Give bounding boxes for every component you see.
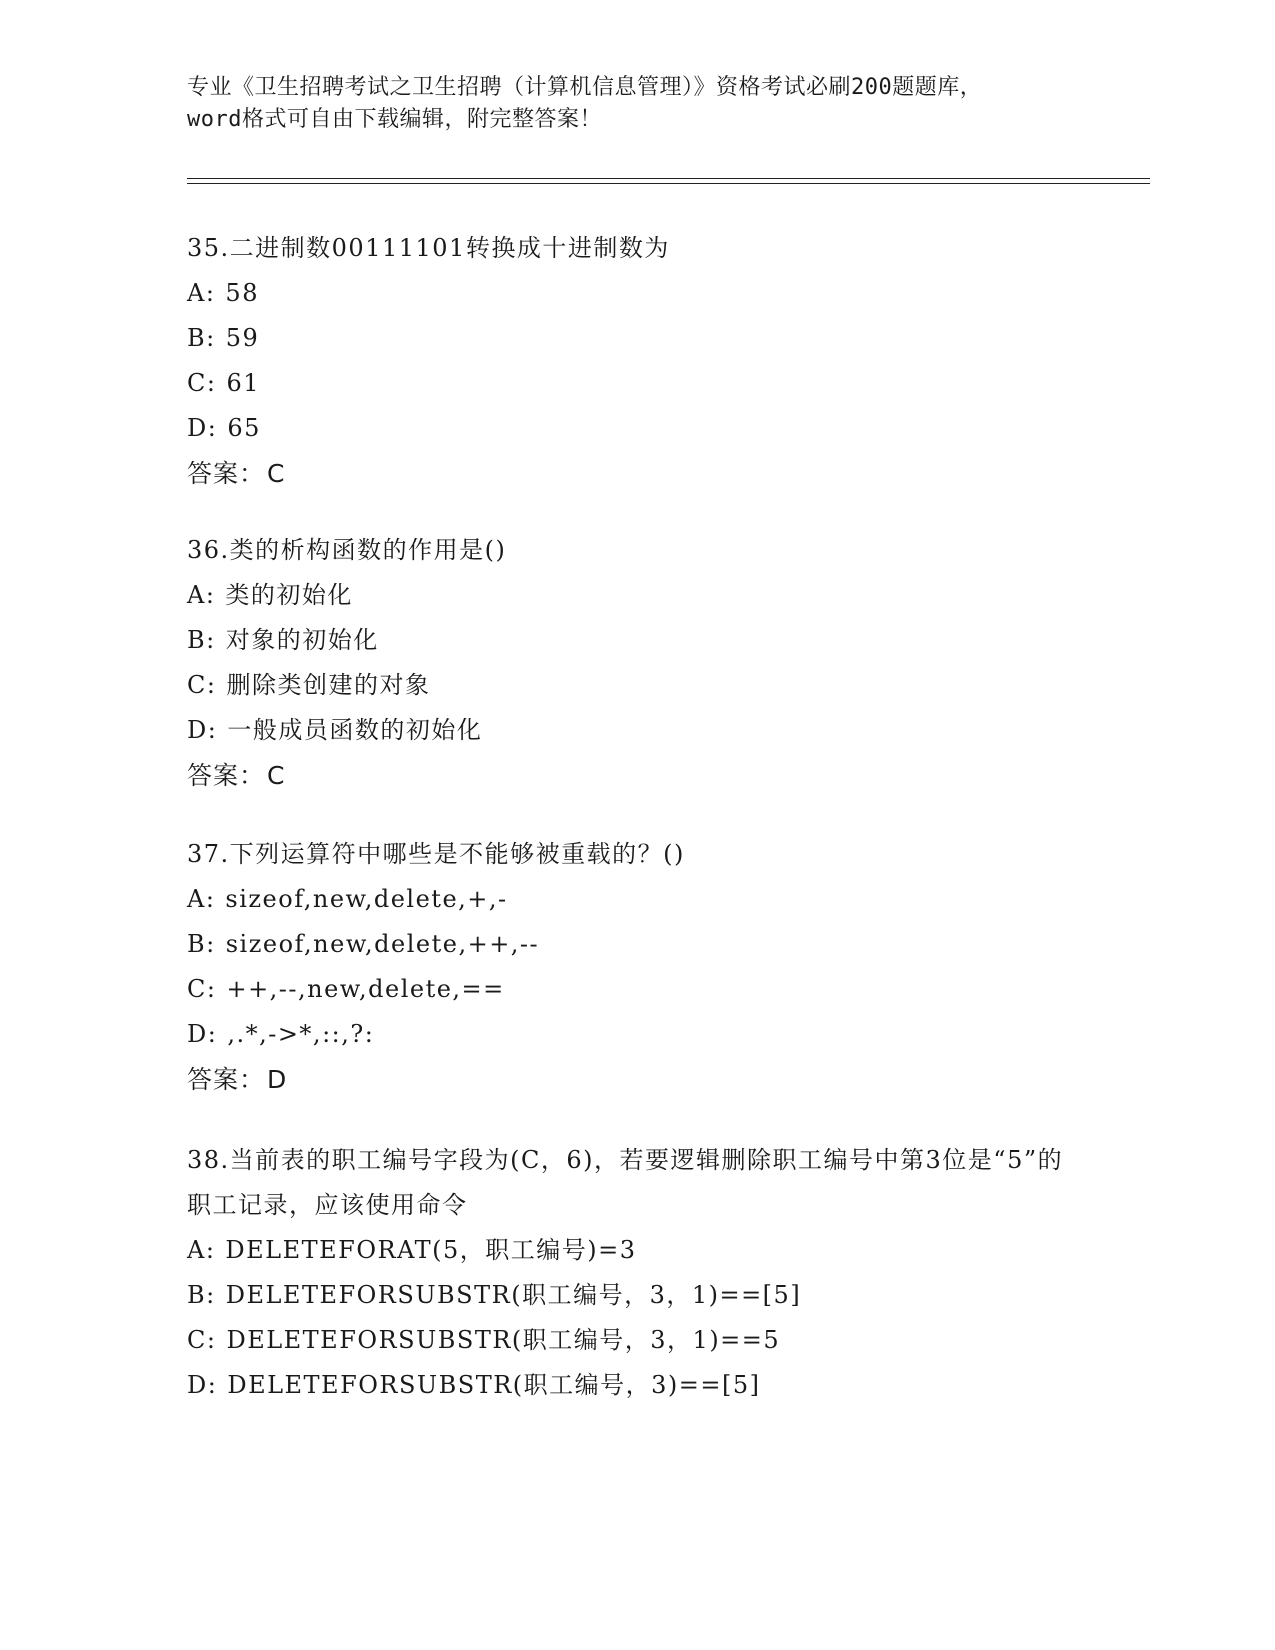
option-key: D: <box>187 716 218 744</box>
option-a <box>187 1228 1067 1273</box>
option-c <box>187 967 1087 1012</box>
option-text: 一般成员函数的初始化 <box>227 716 483 744</box>
option-c <box>187 1318 1067 1363</box>
document-header <box>187 72 1097 136</box>
option-key: A: <box>187 279 216 307</box>
option-key: D: <box>187 1371 218 1399</box>
question-title: 36.类的析构函数的作用是() <box>187 536 507 564</box>
question-38 <box>187 1138 1067 1408</box>
option-d <box>187 1363 1067 1408</box>
option-a <box>187 271 1087 316</box>
option-key: B: <box>187 930 216 958</box>
option-text: 对象的初始化 <box>225 626 379 654</box>
answer-line <box>187 451 1087 496</box>
answer-line <box>187 1057 1087 1102</box>
option-a <box>187 573 1087 618</box>
option-text: 61 <box>226 369 260 397</box>
question-title: 35.二进制数00111101转换成十进制数为 <box>187 234 670 262</box>
option-text: DELETEFORSUBSTR(职工编号，3)==[5] <box>227 1371 761 1399</box>
answer-line <box>187 753 1087 798</box>
option-key: C: <box>187 1326 217 1354</box>
option-text: ++,--,new,delete,== <box>226 975 505 1003</box>
option-text: 65 <box>227 414 261 442</box>
option-key: B: <box>187 1281 216 1309</box>
answer-label: 答案： <box>187 459 266 488</box>
option-c <box>187 663 1087 708</box>
question-37 <box>187 832 1087 1102</box>
option-text: 58 <box>225 279 259 307</box>
option-text: 删除类创建的对象 <box>226 671 431 699</box>
option-b <box>187 1273 1067 1318</box>
option-d <box>187 406 1087 451</box>
answer-value: D <box>267 1065 288 1094</box>
answer-label: 答案： <box>187 1065 266 1094</box>
option-key: A: <box>187 885 216 913</box>
option-key: B: <box>187 626 216 654</box>
option-b <box>187 316 1087 361</box>
header-line-2: word格式可自由下载编辑，附完整答案！ <box>187 107 602 132</box>
option-d <box>187 1012 1087 1057</box>
question-36 <box>187 528 1087 798</box>
header-divider-bottom <box>187 183 1150 184</box>
option-key: D: <box>187 1020 218 1048</box>
answer-value: C <box>267 761 286 790</box>
option-key: A: <box>187 1236 216 1264</box>
option-d <box>187 708 1087 753</box>
option-text: DELETEFORAT(5，职工编号)=3 <box>225 1236 637 1264</box>
option-key: D: <box>187 414 218 442</box>
option-key: C: <box>187 369 217 397</box>
question-35 <box>187 226 1087 496</box>
header-divider-top <box>187 178 1150 179</box>
option-key: B: <box>187 324 216 352</box>
option-b <box>187 618 1087 663</box>
option-a <box>187 877 1087 922</box>
question-title: 37.下列运算符中哪些是不能够被重载的？() <box>187 840 685 868</box>
option-key: C: <box>187 671 217 699</box>
option-text: 类的初始化 <box>225 581 353 609</box>
option-text: DELETEFORSUBSTR(职工编号，3，1)==[5] <box>225 1281 802 1309</box>
option-c <box>187 361 1087 406</box>
option-text: sizeof,new,delete,++,-- <box>225 930 540 958</box>
answer-label: 答案： <box>187 761 266 790</box>
option-key: C: <box>187 975 217 1003</box>
option-text: ,.*,->*,::,?: <box>227 1020 375 1048</box>
header-line-1: 专业《卫生招聘考试之卫生招聘（计算机信息管理）》资格考试必刷200题题库， <box>187 75 983 100</box>
option-b <box>187 922 1087 967</box>
option-text: sizeof,new,delete,+,- <box>225 885 508 913</box>
option-key: A: <box>187 581 216 609</box>
answer-value: C <box>267 459 286 488</box>
option-text: DELETEFORSUBSTR(职工编号，3，1)==5 <box>226 1326 781 1354</box>
question-title: 38.当前表的职工编号字段为(C，6)，若要逻辑删除职工编号中第3位是“5”的职工记录，应该使用命令 <box>187 1146 1064 1219</box>
option-text: 59 <box>225 324 260 352</box>
